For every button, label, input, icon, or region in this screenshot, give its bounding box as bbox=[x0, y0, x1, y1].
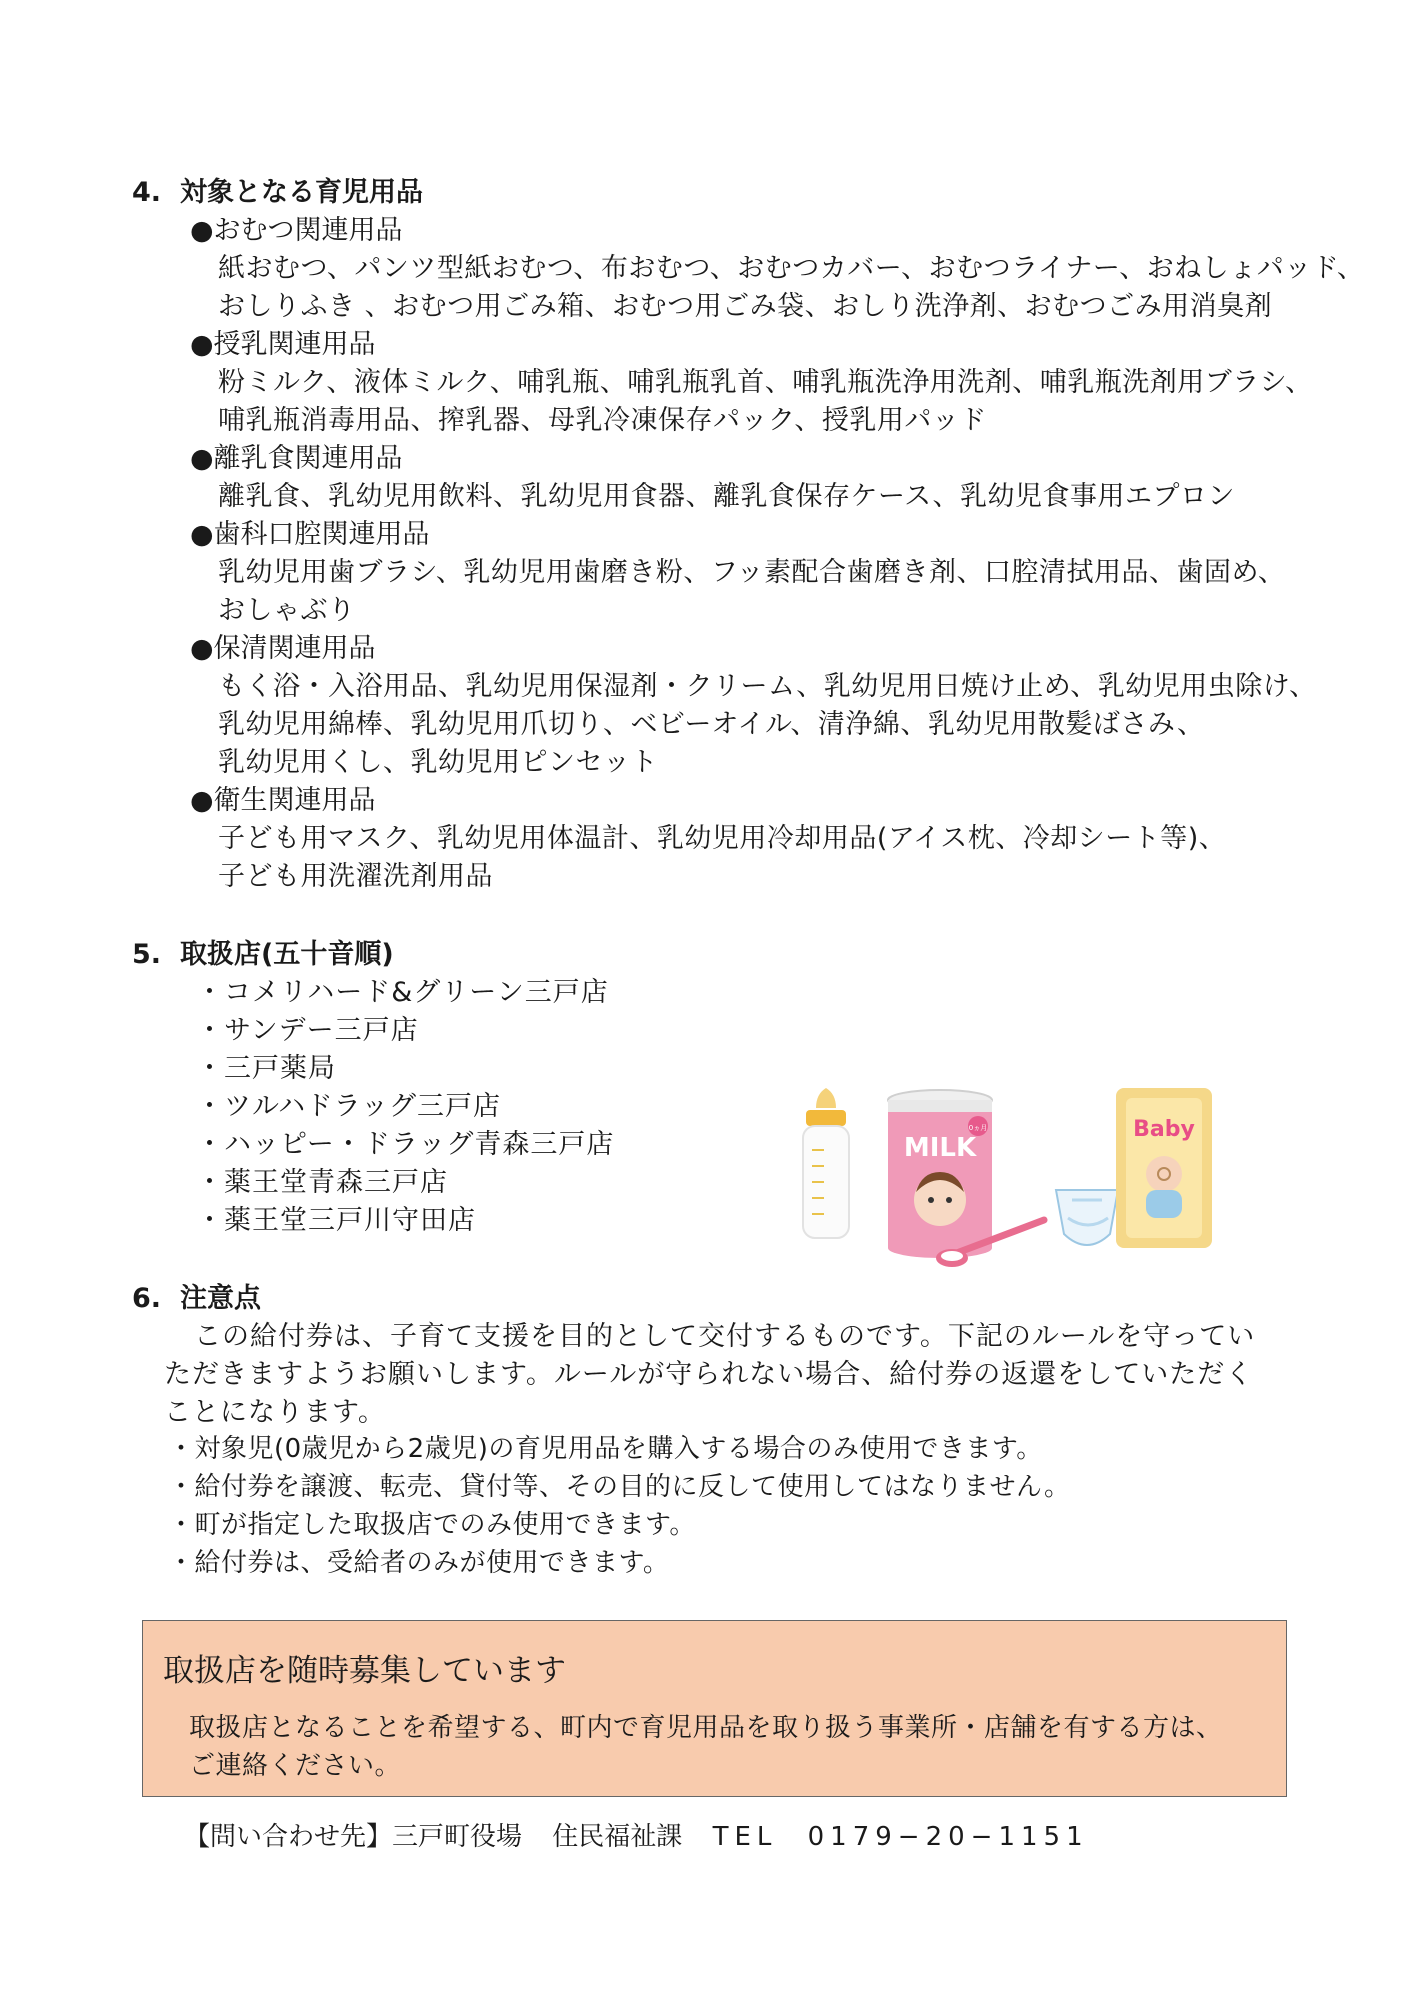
contact-label: 【問い合わせ先】三戸町役場 bbox=[184, 1822, 523, 1852]
category-line: 子ども用マスク、乳幼児用体温計、乳幼児用冷却用品(アイス枕、冷却シート等)、 bbox=[218, 823, 1227, 854]
store-item: ・コメリハード&グリーン三戸店 bbox=[196, 977, 609, 1008]
category-line: おしりふき 、おむつ用ごみ箱、おむつ用ごみ袋、おしり洗浄剤、おむつごみ用消臭剤 bbox=[218, 291, 1273, 322]
category-label: ●授乳関連用品 bbox=[190, 329, 376, 360]
category-line: 粉ミルク、液体ミルク、哺乳瓶、哺乳瓶乳首、哺乳瓶洗浄用洗剤、哺乳瓶洗剤用ブラシ、 bbox=[218, 367, 1313, 398]
notice-rule: ・給付券は、受給者のみが使用できます。 bbox=[168, 1548, 670, 1578]
milk-can-icon bbox=[888, 1090, 992, 1258]
category-line: 乳幼児用歯ブラシ、乳幼児用歯磨き粉、フッ素配合歯磨き剤、口腔清拭用品、歯固め、 bbox=[218, 557, 1286, 588]
milk-label: MILK bbox=[903, 1133, 977, 1163]
contact-tel-number: 0179−20−1151 bbox=[807, 1822, 1089, 1852]
recruitment-title: 取扱店を随時募集しています bbox=[163, 1653, 566, 1689]
category-line: 乳幼児用綿棒、乳幼児用爪切り、ベビーオイル、清浄綿、乳幼児用散髪ばさみ、 bbox=[218, 709, 1205, 740]
category-line: おしゃぶり bbox=[218, 595, 356, 626]
contact-tel-label: TEL bbox=[712, 1822, 778, 1852]
section6-number: 6. bbox=[132, 1283, 162, 1314]
store-item: ・ハッピー・ドラッグ青森三戸店 bbox=[196, 1129, 615, 1160]
category-label: ●保清関連用品 bbox=[190, 633, 376, 664]
diaper-package-icon bbox=[1116, 1088, 1212, 1248]
category-label: ●歯科口腔関連用品 bbox=[190, 519, 430, 550]
notice-rule: ・給付券を譲渡、転売、貸付等、その目的に反して使用してはなりません。 bbox=[168, 1472, 1071, 1502]
contact-info bbox=[184, 1816, 1111, 1853]
recruitment-box bbox=[142, 1620, 1287, 1797]
can-badge: 0ヵ月 bbox=[968, 1124, 988, 1132]
baby-goods-illustration bbox=[786, 1070, 1256, 1280]
store-item: ・三戸薬局 bbox=[196, 1053, 336, 1084]
notice-rule: ・対象児(0歳児から2歳児)の育児用品を購入する場合のみ使用できます。 bbox=[168, 1434, 1043, 1464]
category-line: 紙おむつ、パンツ型紙おむつ、布おむつ、おむつカバー、おむつライナー、おねしょパッド、 bbox=[218, 253, 1365, 284]
category-line: 離乳食、乳幼児用飲料、乳幼児用食器、離乳食保存ケース、乳幼児食事用エプロン bbox=[218, 481, 1235, 512]
category-label: ●おむつ関連用品 bbox=[190, 215, 403, 246]
category-line: もく浴・入浴用品、乳幼児用保湿剤・クリーム、乳幼児用日焼け止め、乳幼児用虫除け、 bbox=[218, 671, 1317, 702]
section5-title-text: 取扱店(五十音順) bbox=[180, 939, 394, 970]
notice-paragraph-line: この給付券は、子育て支援を目的として交付するものです。下記のルールを守ってい bbox=[194, 1321, 1256, 1352]
section4-title bbox=[132, 170, 423, 209]
section6-title bbox=[132, 1276, 261, 1315]
notice-rule: ・町が指定した取扱店でのみ使用できます。 bbox=[168, 1510, 696, 1540]
notice-paragraph-line: ただきますようお願いします。ルールが守られない場合、給付券の返還をしていただく bbox=[164, 1359, 1254, 1390]
diaper-icon bbox=[1056, 1190, 1118, 1245]
category-label: ●衛生関連用品 bbox=[190, 785, 376, 816]
category-line: 哺乳瓶消毒用品、搾乳器、母乳冷凍保存パック、授乳用パッド bbox=[218, 405, 987, 436]
section5-title bbox=[132, 932, 394, 971]
section4-title-text: 対象となる育児用品 bbox=[180, 177, 423, 208]
store-item: ・薬王堂三戸川守田店 bbox=[196, 1205, 476, 1236]
baby-bottle-icon bbox=[803, 1088, 849, 1238]
category-label: ●離乳食関連用品 bbox=[190, 443, 403, 474]
category-line: 子ども用洗濯洗剤用品 bbox=[218, 861, 493, 892]
section6-title-text: 注意点 bbox=[180, 1283, 261, 1314]
baby-label: Baby bbox=[1133, 1117, 1195, 1142]
store-item: ・サンデー三戸店 bbox=[196, 1015, 419, 1046]
store-item: ・薬王堂青森三戸店 bbox=[196, 1167, 448, 1198]
contact-department: 住民福祉課 bbox=[552, 1822, 683, 1852]
recruitment-body-line: 取扱店となることを希望する、町内で育児用品を取り扱う事業所・店舗を有する方は、 bbox=[189, 1713, 1223, 1743]
recruitment-body-line: ご連絡ください。 bbox=[189, 1751, 402, 1781]
section5-number: 5. bbox=[132, 939, 162, 970]
category-line: 乳幼児用くし、乳幼児用ピンセット bbox=[218, 747, 658, 778]
notice-paragraph-line: ことになります。 bbox=[164, 1397, 386, 1428]
store-item: ・ツルハドラッグ三戸店 bbox=[196, 1091, 502, 1122]
section4-number: 4. bbox=[132, 177, 162, 208]
